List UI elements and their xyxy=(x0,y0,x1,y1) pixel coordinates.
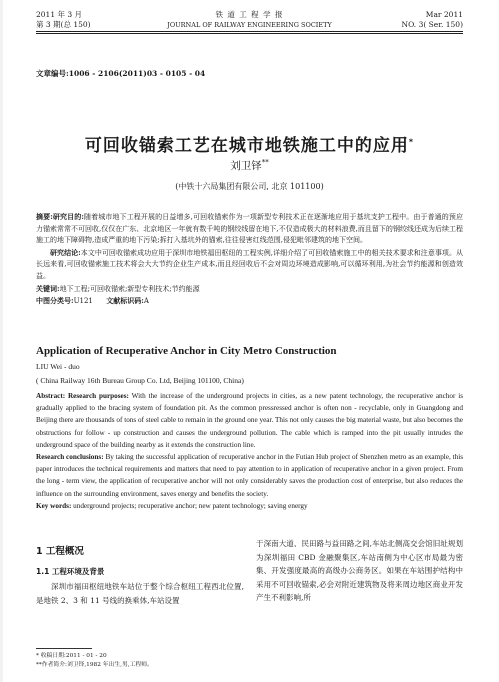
author-affiliation: (中铁十六局集团有限公司, 北京 101100) xyxy=(175,182,324,191)
section-heading-1: 1 工程概况 xyxy=(36,546,84,557)
journal-header xyxy=(36,10,463,50)
body-paragraph-right: 于深南大道、民田路与益田路之间,车站北侧高交会馆旧址规划为深圳福田 CBD 金融聚集区,车站南侧为中心区市局最为密集、开发强度最高的高级办公商务区。如果在车站围护结构中采用不可回收锚索,必会对附近建筑物及将来周边地区商业开发产生不利影响,所 xyxy=(256,539,463,603)
zh-class-value: U121 xyxy=(73,297,93,306)
zh-doccode-value: A xyxy=(143,297,149,306)
header-date: 2011 年 3 月 xyxy=(36,10,83,19)
zh-class-label: 中图分类号: xyxy=(36,296,74,306)
zh-conclusion-text: 本文中可回收锚索成功应用于深圳市地铁福田枢纽的工程实例,详细介绍了可回收锚索施工中的相关技术要求和注意事项。从长远来看,可回收锚索施工技术将会大大节约企业生产成本,而且经回收后不会对周边环境造成影响,可以循环利用,为社会节约能源和创造效益。 xyxy=(36,248,463,280)
journal-name-en: JOURNAL OF RAILWAY ENGINEERING SOCIETY xyxy=(167,21,332,29)
zh-keywords xyxy=(36,283,463,296)
english-affiliation: ( China Railway 16th Bureau Group Co. Ltd, Beijing 101100, China) xyxy=(36,376,244,385)
en-conclusion-text: By taking the successful application of recuperative anchor in the Futian Hub project of Shenzhen metro as an example, this paper introduces the technical requirements and matters that need to pay attention to in application of recuperative anchor in a given project. From the long - term view, the application of recuperative anchor will not only considerably saves the production cost of enterprise, but also reduces the influence on the surrounding environment, saves energy and benefits the society. xyxy=(36,453,463,498)
footnote-rule xyxy=(36,648,92,649)
en-conclusion-label: Research conclusions: xyxy=(36,453,104,462)
author-name: 刘卫铎 xyxy=(230,160,262,172)
zh-doccode-label: 文献标识码: xyxy=(106,296,144,306)
en-keywords-text: underground projects; recuperative anchor; new patent technology; saving energy xyxy=(73,501,308,510)
zh-abstract-conclusion xyxy=(36,247,463,283)
header-date-en: Mar 2011 xyxy=(425,10,463,19)
header-right xyxy=(402,10,463,30)
english-author: LIU Wei - duo xyxy=(36,362,80,371)
paper-title-text: 可回收锚索工艺在城市地铁施工中的应用 xyxy=(84,136,409,156)
english-title: Application of Recuperative Anchor in City Metro Construction xyxy=(36,345,337,357)
en-abstract-conclusion xyxy=(36,451,463,500)
zh-conclusion-label: 研究结论: xyxy=(50,247,81,257)
header-issue-en: NO. 3( Ser. 150) xyxy=(401,20,463,29)
title-footnote-mark: * xyxy=(408,137,415,147)
footnote-author-intro: **作者简介:刘卫铎,1982 年出生,男,工程师。 xyxy=(36,662,153,668)
header-issue: 第 3 期(总 150) xyxy=(36,20,91,29)
zh-keywords-text: 地下工程;可回收锚索;新型专利技术;节约能源 xyxy=(59,284,200,293)
subsection-heading-1-1: 1.1 工程环境及背景 xyxy=(36,566,105,576)
zh-abstract-text: 随着城市地下工程开展的日益增多,可回收锚索作为一项新型专利技术正在逐渐地应用于基坑支护工程中。由于普通的预应力锚索常常不可回收,仅仅在广东、北京地区一年就有数千吨的钢绞线留在地下,不仅造成极大的材料浪费,而且留下的钢绞线还成为后续工程施工的地下障碍物,造成严重的地下污染;拆打入基坑外的锚索,往往侵害红线范围,侵犯毗邻建筑的地下空间。 xyxy=(36,213,463,245)
zh-abstract-label: 摘要:研究目的: xyxy=(36,212,84,221)
header-rule-top xyxy=(36,31,463,32)
header-center xyxy=(36,10,463,30)
journal-name-zh: 铁 道 工 程 学 报 xyxy=(215,10,284,19)
body-paragraph-left: 深圳市福田枢纽地铁车站位于整个综合枢纽工程西北位置,是地铁 2、3 和 11 号线的换乘体,车站设置 xyxy=(36,582,244,605)
en-keywords-label: Key words: xyxy=(36,501,72,510)
header-rule-bottom xyxy=(36,33,463,34)
en-abstract-purpose xyxy=(36,390,463,451)
body-right-column xyxy=(256,537,463,605)
en-abstract-label: Abstract: Research purposes: xyxy=(36,392,129,400)
en-keywords xyxy=(36,500,463,512)
zh-abstract xyxy=(36,211,463,308)
author-footnote-mark: ** xyxy=(261,158,269,167)
page-edge-shadow xyxy=(0,0,3,682)
footnote-received: * 收稿日期:2011 - 01 - 20 xyxy=(36,653,107,659)
en-abstract xyxy=(36,390,463,512)
body-left-column xyxy=(36,537,244,607)
article-number: 文章编号:1006 - 2106(2011)03 - 0105 - 04 xyxy=(36,69,206,78)
author-line xyxy=(0,158,499,173)
en-abstract-text: With the increase of the underground projects in cities, as a new patent technology, the recuperative anchor is gradually applied to the bracing system of foundation pit. As the common pressressed anchor is often non - recyclable, only in Guangdong and Beijing there are thousands of tons of steel cable to remain in the ground one year. This not only causes the big material waste, but also becomes the obstructions for follow - up construction and causes the underground pollution. The cable which is ramped into the pit usually intrudes the underground space of the building nearby as it extends the construction line. xyxy=(36,392,464,449)
zh-classification xyxy=(36,295,463,308)
zh-abstract-purpose xyxy=(36,211,463,247)
paper-title xyxy=(0,131,499,156)
zh-keywords-label: 关键词: xyxy=(36,283,60,293)
